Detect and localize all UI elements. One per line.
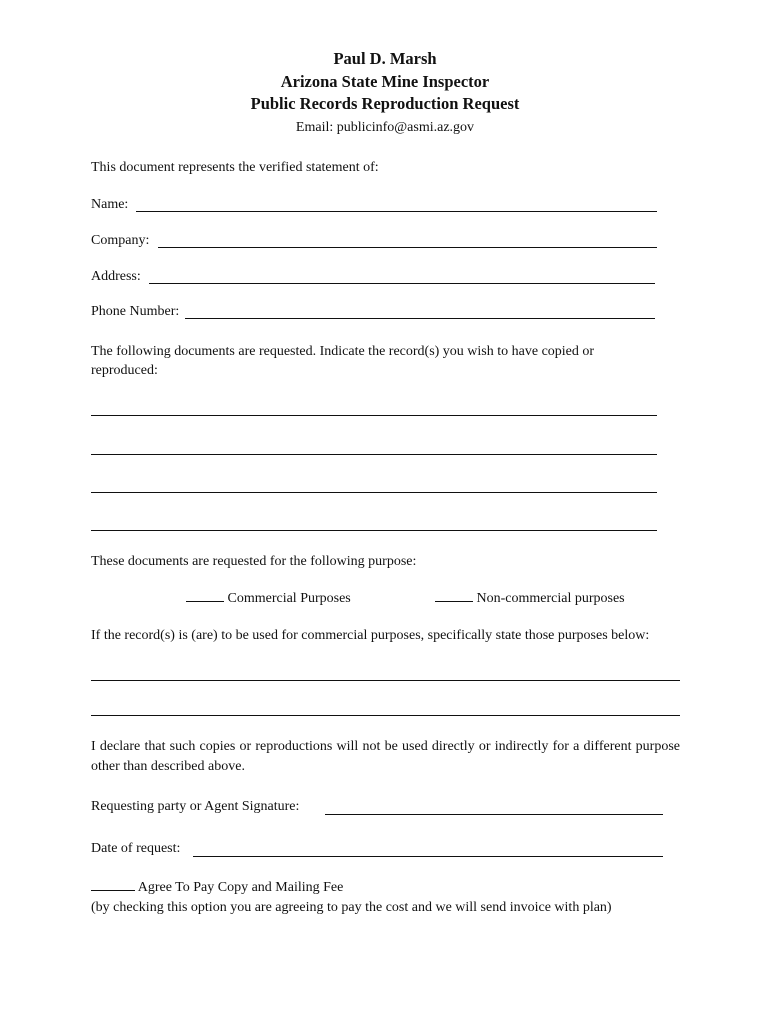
fee-agree-label: Agree To Pay Copy and Mailing Fee <box>137 880 344 895</box>
commercial-option <box>186 589 351 608</box>
form-title: Public Records Reproduction Request <box>250 94 520 113</box>
commercial-purpose-line-1[interactable] <box>91 680 680 681</box>
fee-agree-checkbox-blank[interactable] <box>91 878 135 891</box>
date-field[interactable] <box>193 856 663 857</box>
commercial-instruction: If the record(s) is (are) to be used for commercial purposes, specifically state those purposes below: <box>91 628 650 643</box>
agency-name: Arizona State Mine Inspector <box>280 71 490 91</box>
fee-agreement <box>91 878 343 897</box>
commercial-option-label: Commercial Purposes <box>227 591 351 606</box>
noncommercial-option <box>435 589 625 608</box>
intro-statement: This document represents the verified statement of: <box>91 160 379 175</box>
fee-note: (by checking this option you are agreeing to pay the cost and we will send invoice with plan) <box>91 900 612 915</box>
records-line-1[interactable] <box>91 415 657 416</box>
address-field[interactable] <box>149 283 655 284</box>
noncommercial-checkbox-blank[interactable] <box>435 589 473 602</box>
records-line-3[interactable] <box>91 492 657 493</box>
signature-field[interactable] <box>325 814 663 815</box>
commercial-checkbox-blank[interactable] <box>186 589 224 602</box>
address-label: Address: <box>91 269 141 284</box>
noncommercial-option-label: Non-commercial purposes <box>476 591 625 606</box>
commercial-purpose-line-2[interactable] <box>91 715 680 716</box>
name-field[interactable] <box>136 211 657 212</box>
records-line-2[interactable] <box>91 454 657 455</box>
date-label: Date of request: <box>91 841 181 856</box>
records-line-4[interactable] <box>91 530 657 531</box>
phone-field[interactable] <box>185 318 655 319</box>
signature-label: Requesting party or Agent Signature: <box>91 799 300 814</box>
form-header <box>0 48 770 139</box>
declaration-statement: I declare that such copies or reproductions will not be used directly or indirectly for a different purpose other than described above. <box>91 739 680 774</box>
inspector-name: Paul D. Marsh <box>333 49 437 68</box>
purpose-intro: These documents are requested for the following purpose: <box>91 554 417 569</box>
company-label: Company: <box>91 233 150 248</box>
contact-email: Email: publicinfo@asmi.az.gov <box>295 119 475 135</box>
company-field[interactable] <box>158 247 657 248</box>
phone-label: Phone Number: <box>91 304 180 319</box>
name-label: Name: <box>91 197 129 212</box>
records-instruction: The following documents are requested. Indicate the record(s) you wish to have copied or reproduced: <box>91 344 595 378</box>
